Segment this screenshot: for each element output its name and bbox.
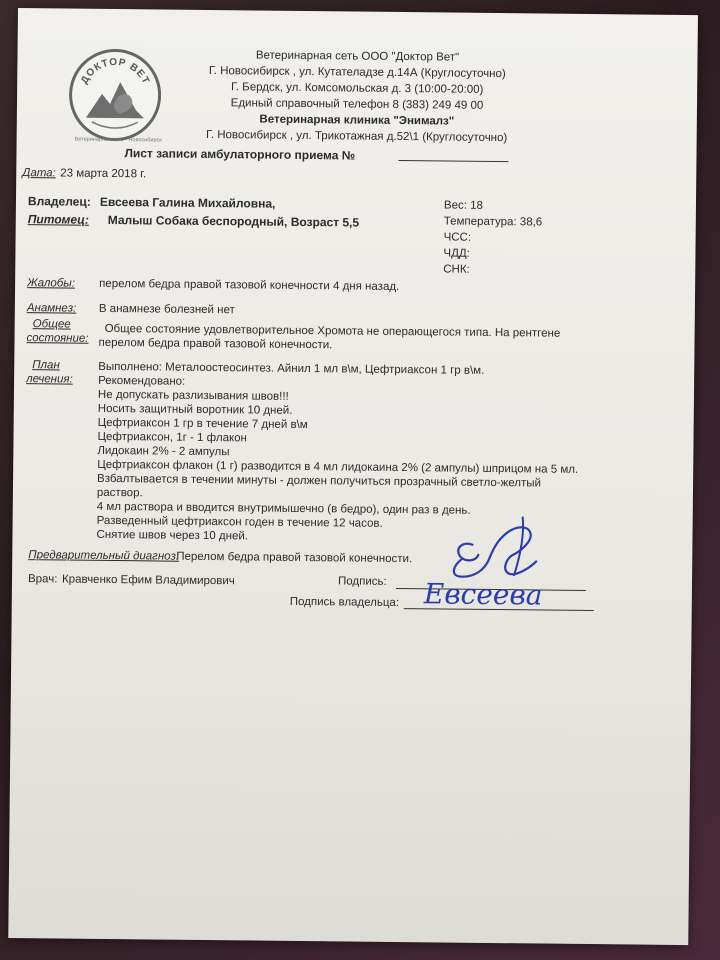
header-line-4: Единый справочный телефон 8 (383) 249 49 00	[230, 97, 484, 112]
header-line-2: Г. Новосибирск , ул. Кутателадзе д.14А (Круглосуточно)	[208, 65, 506, 81]
form-number-line	[398, 160, 508, 162]
plan-line: Лидокаин 2% - 2 ампулы	[97, 444, 230, 459]
plan-line: Цефтриаксон 1 гр в течение 7 дней в\м	[97, 416, 308, 432]
owner-signature: Евсеева	[423, 577, 543, 612]
owner-label: Владелец:	[27, 194, 91, 209]
logo-text: ДОКТОР ВЕТ	[79, 56, 152, 87]
clinic-logo	[69, 49, 162, 142]
weight-value: Вес: 18	[443, 199, 484, 212]
doctor-value: Кравченко Ефим Владимирович	[61, 573, 235, 588]
plan-line: 4 мл раствора и вводится внутримышечно (в бедро), один раз в день.	[96, 500, 471, 517]
owner-value: Евсеева Галина Михайловна,	[99, 194, 276, 211]
diagnosis-value: Перелом бедра правой тазовой конечности.	[176, 550, 413, 566]
plan-line: раствор.	[96, 486, 143, 500]
date-value: 23 марта 2018 г.	[60, 167, 147, 181]
plan-line: Носить защитный воротник 10 дней.	[97, 402, 293, 417]
document-sheet	[8, 8, 698, 945]
plan-line: Цефтриаксон флакон (1 г) разводится в 4 мл лидокаина 2% (2 ампулы) шприцом на 5 мл.	[97, 458, 579, 476]
plan-label-2: лечения:	[26, 373, 73, 386]
form-title: Лист записи амбулаторного приема №	[124, 146, 356, 163]
temperature-value: Температура: 38,6	[443, 215, 543, 229]
resp-rate-label: ЧДД:	[443, 247, 470, 260]
logo-mountain-icon	[72, 52, 159, 139]
header-line-5: Ветеринарная клиника "Энималз"	[259, 113, 455, 128]
pet-label: Питомец:	[27, 212, 89, 227]
logo-subtext: Ветеринарная сеть - Новосибирск	[74, 136, 162, 144]
heart-rate-label: ЧСС:	[443, 231, 472, 244]
plan-line: Цефтриаксон, 1г - 1 флакон	[97, 430, 247, 445]
complaints-value: перелом бедра правой тазовой конечности 4 дня назад.	[99, 277, 400, 294]
condition-value-1: Общее состояние удовлетворительное Хромота не операющегося типа. На рентгене	[104, 322, 561, 340]
complaints-label: Жалобы:	[27, 277, 76, 290]
diagnosis-label: Предварительный диагноз:	[28, 549, 180, 563]
plan-label-1: План	[32, 359, 60, 372]
condition-label-2: состояние:	[26, 332, 89, 345]
doctor-label: Врач:	[27, 573, 58, 586]
header-line-3: Г. Бердск, ул. Комсомольская д. 3 (10:00-20:00)	[230, 81, 484, 96]
owner-signature-label: Подпись владельца:	[289, 595, 400, 610]
header-line-6: Г. Новосибирск , ул. Трикотажная д.52\1 (Круглосуточно)	[205, 128, 508, 145]
plan-line: Снятие швов через 10 дней.	[96, 528, 249, 543]
anamnesis-value: В анамнезе болезней нет	[98, 302, 235, 317]
svg-text:ДОКТОР ВЕТ	[79, 56, 152, 86]
signature-label: Подпись:	[337, 575, 387, 588]
header-line-1: Ветеринарная сеть ООО "Доктор Вет"	[255, 49, 460, 64]
pet-value: Малыш Собака беспородный, Возраст 5,5	[107, 212, 360, 230]
condition-value-2: перелом бедра правой тазовой конечности.	[98, 336, 333, 352]
crt-label: СНК:	[443, 263, 470, 276]
anamnesis-label: Анамнез:	[26, 302, 77, 315]
plan-line: Разведенный цефтриаксон годен в течение 12 часов.	[96, 514, 383, 530]
plan-line: Рекомендовано:	[98, 374, 186, 388]
plan-line: Не допускать разлизывания швов!!!	[97, 388, 289, 403]
date-label: Дата:	[22, 167, 56, 180]
condition-label-1: Общее	[32, 318, 71, 331]
plan-line: Взбалтывается в течении минуты - должен получиться прозрачный светло-желтый	[97, 472, 542, 490]
plan-line: Выполнено: Металоостеосинтез. Айнил 1 мл в\м, Цефтриаксон 1 гр в\м.	[98, 360, 485, 377]
